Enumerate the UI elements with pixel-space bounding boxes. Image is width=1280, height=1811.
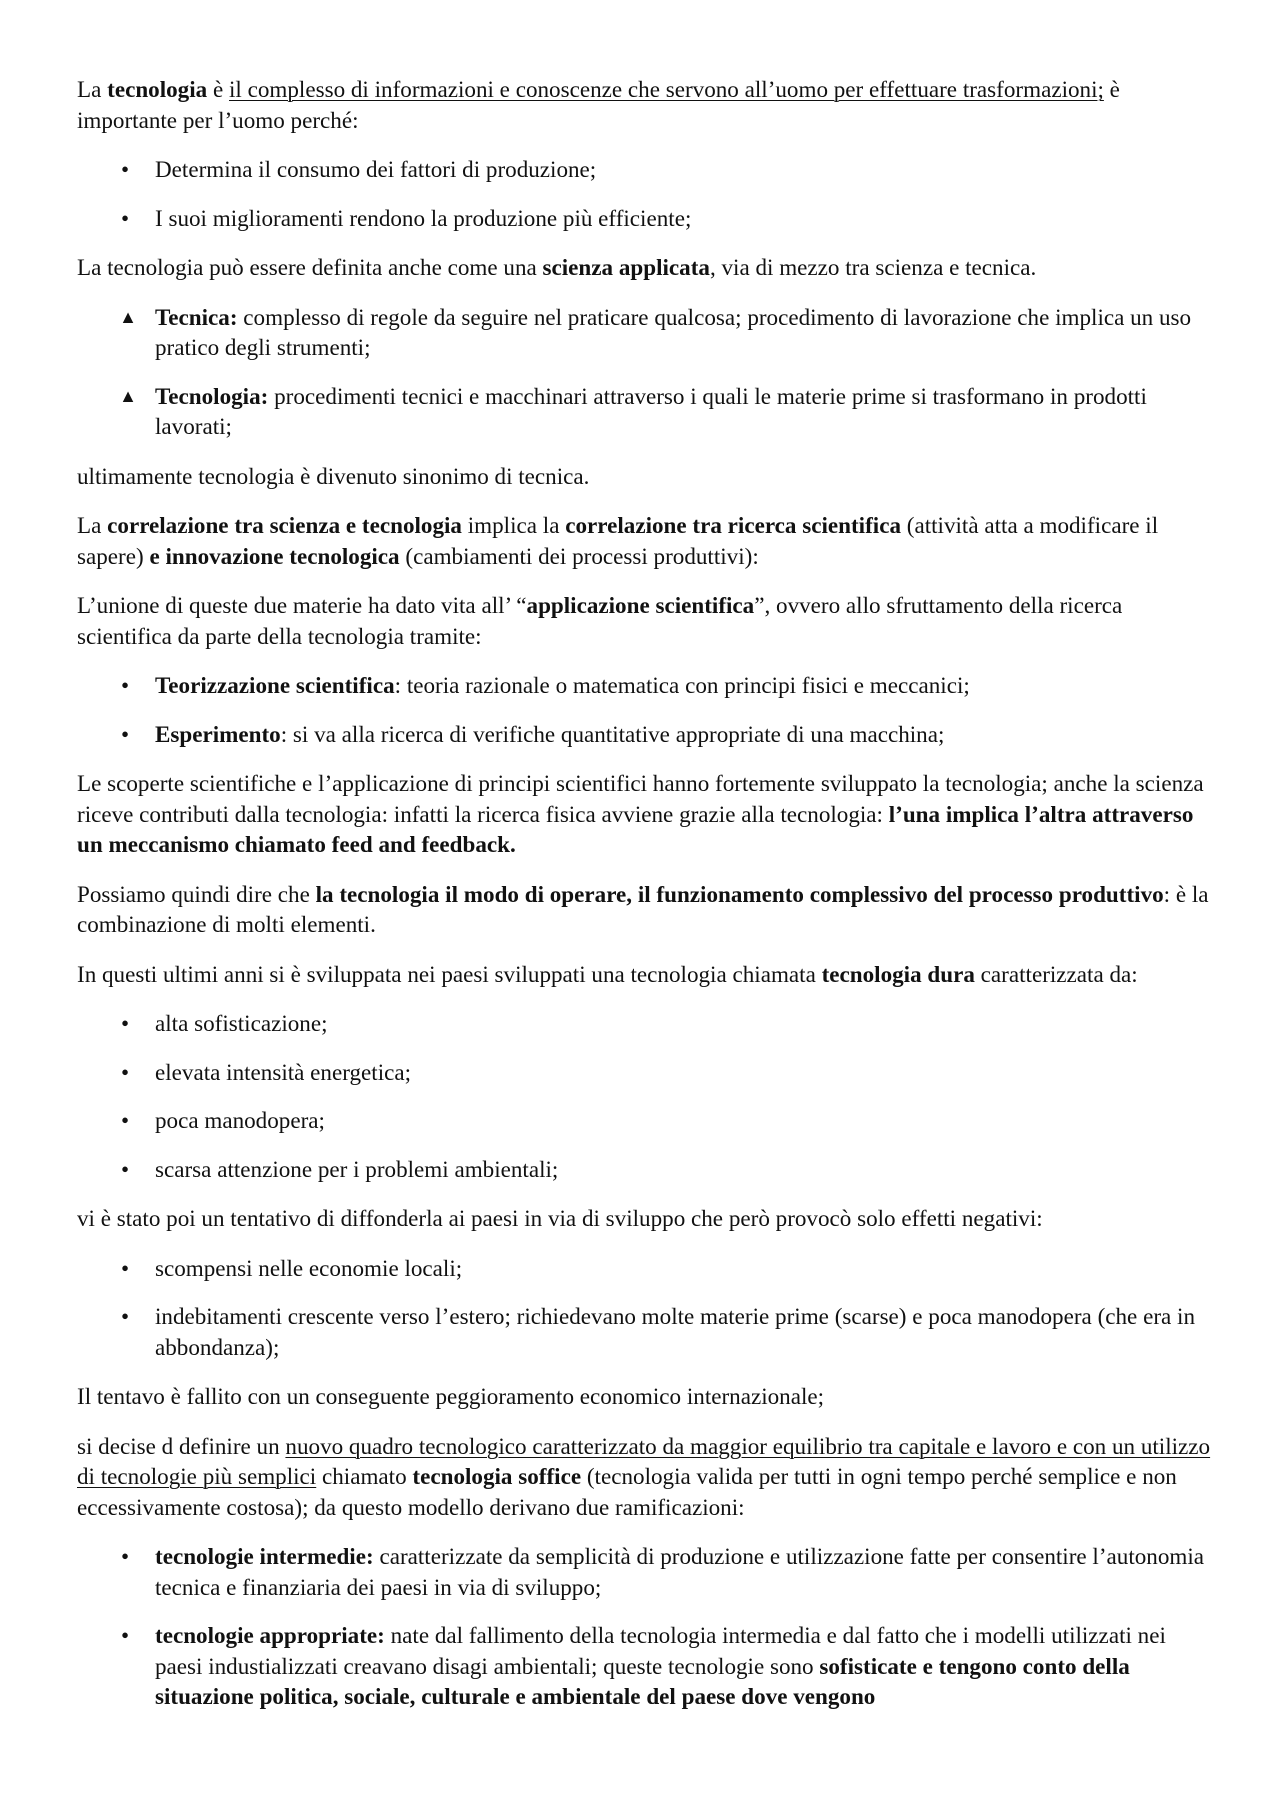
bold-term: tecnologie appropriate: bbox=[155, 1622, 385, 1648]
bullet-icon: • bbox=[120, 672, 130, 698]
bullet-list-effects bbox=[77, 1253, 1212, 1363]
bullet-icon: • bbox=[120, 1543, 130, 1569]
list-item-text: I suoi miglioramenti rendono la produzione più efficiente; bbox=[155, 204, 692, 231]
text: (tecnologia valida per tutti in ogni tempo perché semplice e non eccessivamente costosa); da questo modello derivano due ramificazioni: bbox=[77, 1463, 1177, 1520]
paragraph-correlazione bbox=[77, 510, 1212, 571]
paragraph-tecnologia-dura bbox=[77, 959, 1212, 990]
paragraph-applicazione-scientifica bbox=[77, 590, 1212, 651]
text: ”, ovvero allo sfruttamento della ricerca scientifica da parte della tecnologia tramite: bbox=[77, 592, 1123, 649]
text: L’unione di queste due materie ha dato vita all’ “ bbox=[77, 592, 527, 618]
bullet-icon: • bbox=[120, 1155, 130, 1182]
bold-term: tecnologie intermedie: bbox=[155, 1543, 374, 1569]
text: , via di mezzo tra scienza e tecnica. bbox=[709, 254, 1037, 280]
triangle-list-definitions bbox=[77, 302, 1212, 442]
list-item-text: complesso di regole da seguire nel praticare qualcosa; procedimento di lavorazione che implica un uso pratico degli strumenti; bbox=[155, 303, 1192, 360]
text: La bbox=[77, 512, 108, 538]
bold-term: e innovazione tecnologica bbox=[149, 542, 400, 569]
paragraph-definition bbox=[77, 74, 1212, 135]
list-item bbox=[77, 203, 1212, 234]
bullet-icon: • bbox=[120, 156, 130, 182]
text: è bbox=[207, 76, 230, 102]
bullet-list-importance bbox=[77, 154, 1212, 233]
bullet-icon: • bbox=[120, 1010, 130, 1036]
bold-term: tecnologia bbox=[107, 76, 208, 102]
bold-term: sofisticate e tengono conto della situazione politica, sociale, culturale e ambientale del paese dove vengono bbox=[155, 1652, 1130, 1709]
list-item bbox=[77, 670, 1212, 701]
list-item bbox=[77, 154, 1212, 185]
bold-term: tecnologia soffice bbox=[412, 1463, 582, 1489]
underlined-text: il complesso di informazioni e conoscenze che servono all’uomo per effettuare trasformazioni; bbox=[229, 76, 1104, 102]
bold-term: correlazione tra ricerca scientifica bbox=[565, 512, 901, 538]
text: Possiamo quindi dire che bbox=[77, 880, 316, 907]
paragraph-modo-di-operare bbox=[77, 879, 1212, 940]
triangle-bullet-icon: ▲ bbox=[119, 385, 137, 406]
bullet-icon: • bbox=[120, 1107, 130, 1133]
text: chiamato bbox=[316, 1463, 413, 1489]
list-item-text: nate dal fallimento della tecnologia intermedia e dal fatto che i modelli utilizzati nei paesi industializzati creavano disagi ambientali; queste tecnologie sono bbox=[155, 1622, 1166, 1679]
bullet-icon: • bbox=[120, 1058, 130, 1085]
text: : è la combinazione di molti elementi. bbox=[77, 880, 1209, 937]
list-item bbox=[77, 1105, 1212, 1136]
bullet-list-characteristics bbox=[77, 1008, 1212, 1184]
text: La tecnologia può essere definita anche come una bbox=[77, 254, 543, 280]
text: La bbox=[77, 76, 108, 102]
bullet-icon: • bbox=[120, 1254, 130, 1281]
triangle-bullet-icon: ▲ bbox=[119, 306, 137, 327]
text: implica la bbox=[461, 512, 566, 538]
bold-term: l’una implica l’altra attraverso un meccanismo chiamato feed and feedback. bbox=[77, 800, 1194, 857]
text: Le scoperte scientifiche e l’applicazione di principi scientifici hanno fortemente sviluppato la tecnologia; anche la scienza riceve contributi dalla tecnologia: infatti la ricerca fisica avviene grazie alla tecnologia: bbox=[77, 770, 1204, 827]
list-item-text: procedimenti tecnici e macchinari attraverso i quali le materie prime si trasformano in prodotti lavorati; bbox=[155, 382, 1147, 439]
list-item-text: scompensi nelle economie locali; bbox=[155, 1254, 463, 1281]
paragraph-scienza-applicata bbox=[77, 252, 1212, 283]
list-item-text: Determina il consumo dei fattori di produzione; bbox=[155, 156, 597, 182]
bullet-list-methods bbox=[77, 670, 1212, 749]
text: caratterizzata da: bbox=[974, 960, 1138, 987]
bold-term: tecnologia dura bbox=[821, 960, 975, 987]
list-item bbox=[77, 1541, 1212, 1602]
paragraph-feedback bbox=[77, 768, 1212, 860]
bold-term: scienza applicata bbox=[542, 254, 710, 280]
bold-term: applicazione scientifica bbox=[526, 592, 755, 618]
list-item bbox=[77, 1253, 1212, 1284]
bold-term: la tecnologia il modo di operare, il funzionamento complessivo del processo produttivo bbox=[315, 880, 1164, 907]
paragraph-fallito: Il tentavo è fallito con un conseguente peggioramento economico internazionale; bbox=[77, 1383, 825, 1409]
list-item-text: poca manodopera; bbox=[155, 1107, 325, 1133]
text: (cambiamenti dei processi produttivi): bbox=[399, 542, 759, 569]
list-item-text: elevata intensità energetica; bbox=[155, 1058, 412, 1085]
list-item-text: : si va alla ricerca di verifiche quantitative appropriate di una macchina; bbox=[280, 720, 945, 747]
text: si decise d definire un bbox=[77, 1432, 286, 1459]
bold-term: correlazione tra scienza e tecnologia bbox=[107, 512, 462, 538]
list-item bbox=[77, 381, 1212, 442]
text: In questi ultimi anni si è sviluppata nei paesi sviluppati una tecnologia chiamata bbox=[77, 960, 822, 987]
list-item-text: scarsa attenzione per i problemi ambientali; bbox=[155, 1155, 559, 1182]
list-item-text: alta sofisticazione; bbox=[155, 1010, 328, 1036]
list-item bbox=[77, 719, 1212, 750]
list-item bbox=[77, 1008, 1212, 1039]
bold-term: Tecnica: bbox=[155, 303, 238, 330]
bold-term: Tecnologia: bbox=[155, 382, 269, 409]
bold-term: Esperimento bbox=[155, 720, 281, 747]
bullet-icon: • bbox=[120, 1622, 130, 1648]
text: è importante per l’uomo perché: bbox=[77, 76, 1120, 133]
list-item-text: caratterizzate da semplicità di produzione e utilizzazione fatte per consentire l’autonomia tecnica e finanziaria dei paesi in via di sviluppo; bbox=[155, 1543, 1205, 1600]
document-page bbox=[77, 74, 1212, 1731]
list-item-text: : teoria razionale o matematica con principi fisici e meccanici; bbox=[394, 672, 970, 698]
list-item-text: indebitamenti crescente verso l’estero; richiedevano molte materie prime (scarse) e poca manodopera (che era in abbondanza); bbox=[155, 1303, 1196, 1360]
underlined-text: nuovo quadro tecnologico caratterizzato da maggior equilibrio tra capitale e lavoro e con un utilizzo di tecnologie più semplici bbox=[77, 1432, 1211, 1489]
bullet-icon: • bbox=[120, 1303, 130, 1329]
list-item bbox=[77, 1301, 1212, 1362]
bullet-list-ramificazioni bbox=[77, 1541, 1212, 1712]
bullet-icon: • bbox=[120, 204, 130, 231]
paragraph-tecnologia-soffice bbox=[77, 1431, 1212, 1523]
paragraph-tentativo: vi è stato poi un tentativo di diffonderla ai paesi in via di sviluppo che però provocò solo effetti negativi: bbox=[77, 1205, 1043, 1231]
list-item bbox=[77, 1057, 1212, 1088]
list-item bbox=[77, 302, 1212, 363]
list-item bbox=[77, 1154, 1212, 1185]
bullet-icon: • bbox=[120, 720, 130, 747]
paragraph-sinonimo: ultimamente tecnologia è divenuto sinonimo di tecnica. bbox=[77, 462, 590, 489]
text: (attività atta a modificare il sapere) bbox=[77, 512, 1159, 569]
bold-term: Teorizzazione scientifica bbox=[155, 672, 395, 698]
list-item bbox=[77, 1620, 1212, 1712]
